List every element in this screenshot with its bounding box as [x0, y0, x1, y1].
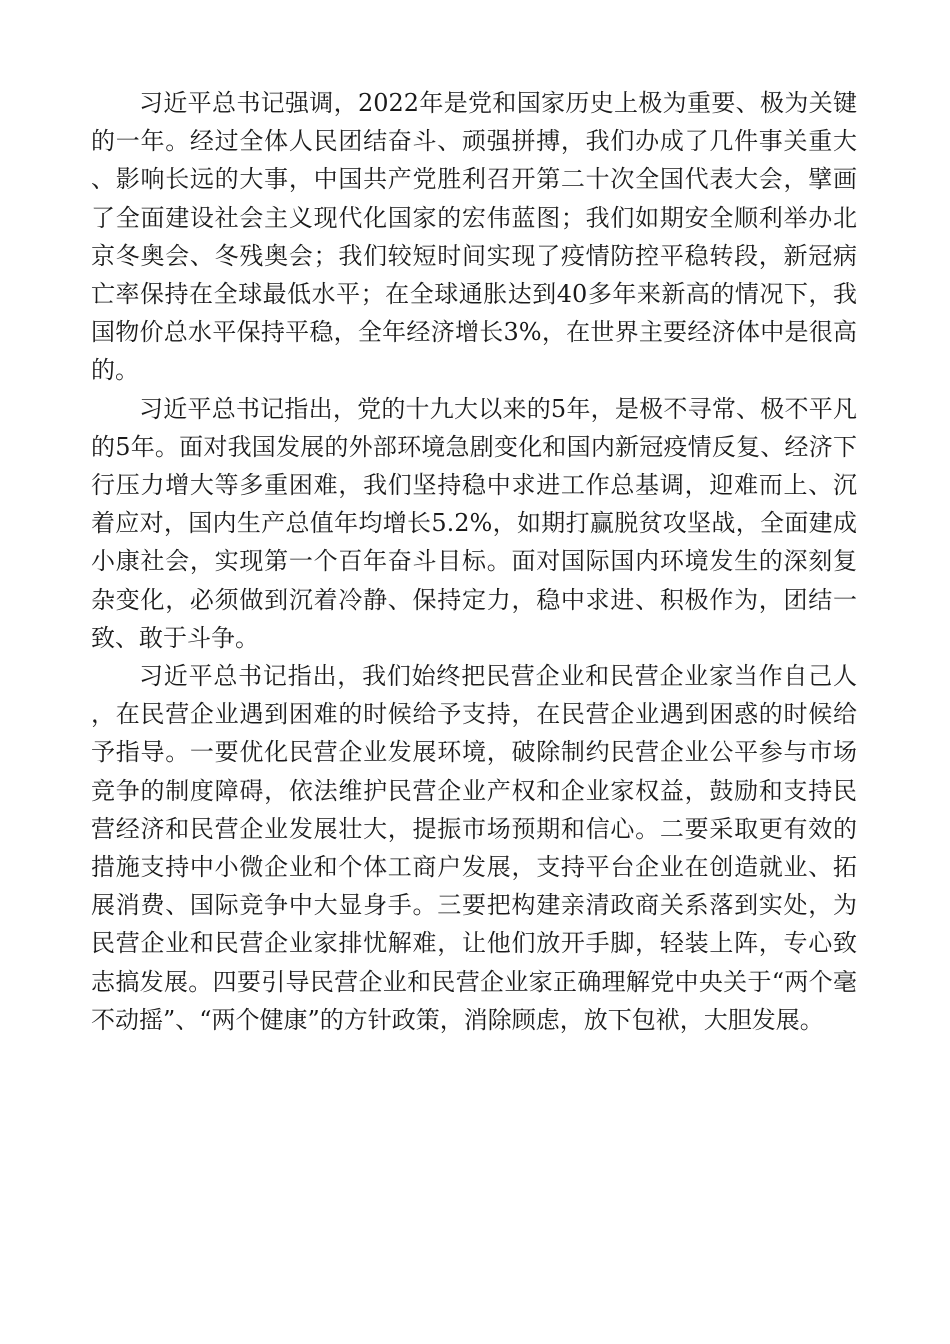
paragraph-private-enterprises: 习近平总书记指出，我们始终把民营企业和民营企业家当作自己人，在民营企业遇到困难的时候给予支持，在民营企业遇到困惑的时候给予指导。一要优化民营企业发展环境，破除制约民营企业公平参与市场竞争的制度障碍，依法维护民营企业产权和企业家权益，鼓励和支持民营经济和民营企业发展壮大，提振市场预期和信心。二要采取更有效的措施支持中小微企业和个体工商户发展，支持平台企业在创造就业、拓展消费、国际竞争中大显身手。三要把构建亲清政商关系落到实处，为民营企业和民营企业家排忧解难，让他们放开手脚，轻装上阵，专心致志搞发展。四要引导民营企业和民营企业家正确理解党中央关于“两个毫不动摇”、“两个健康”的方针政策，消除顾虑，放下包袱，大胆发展。: [91, 662, 857, 1034]
paragraph-five-years: 习近平总书记指出，党的十九大以来的5年，是极不寻常、极不平凡的5年。面对我国发展的外部环境急剧变化和国内新冠疫情反复、经济下行压力增大等多重困难，我们坚持稳中求进工作总基调，迎难而上、沉着应对，国内生产总值年均增长5.2%，如期打赢脱贫攻坚战，全面建成小康社会，实现第一个百年奋斗目标。面对国际国内环境发生的深刻复杂变化，必须做到沉着冷静、保持定力，稳中求进、积极作为，团结一致、敢于斗争。: [91, 394, 857, 652]
paragraph-2022-review: 习近平总书记强调，2022年是党和国家历史上极为重要、极为关键的一年。经过全体人民团结奋斗、顽强拼搏，我们办成了几件事关重大、影响长远的大事，中国共产党胜利召开第二十次全国代表大会，擘画了全面建设社会主义现代化国家的宏伟蓝图；我们如期安全顺利举办北京冬奥会、冬残奥会；我们较短时间实现了疫情防控平稳转段，新冠病亡率保持在全球最低水平；在全球通胀达到40多年来新高的情况下，我国物价总水平保持平稳，全年经济增长3%，在世界主要经济体中是很高的。: [91, 89, 857, 385]
document-body: [91, 84, 857, 1039]
